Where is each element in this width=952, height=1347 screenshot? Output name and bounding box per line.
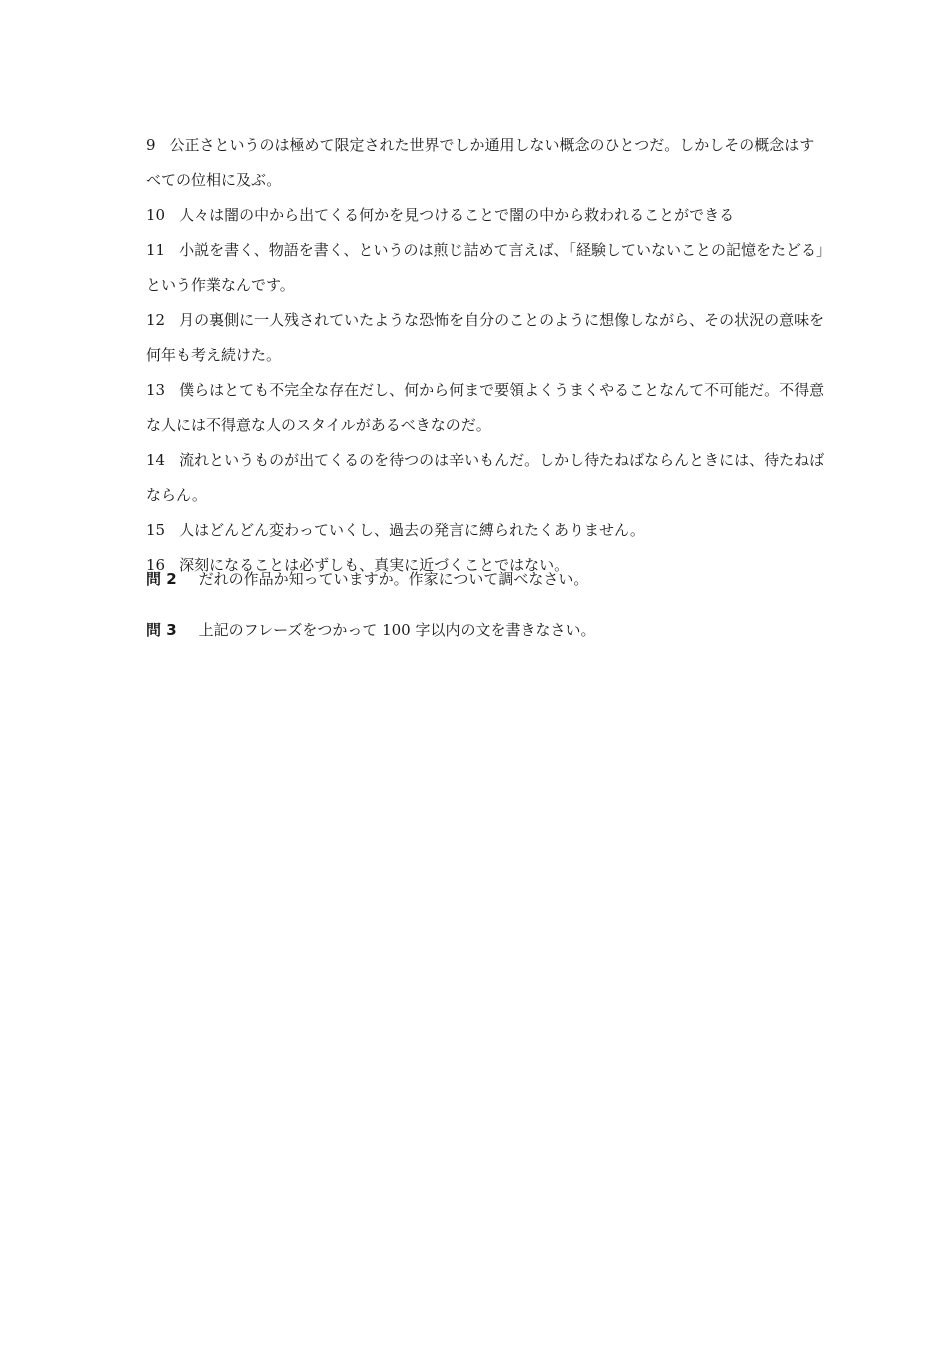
question-text: だれの作品か知っていますか。作家について調べなさい。 [198, 570, 589, 588]
question-3 [146, 619, 846, 641]
phrase-list [146, 128, 826, 576]
phrase-item-12 [146, 303, 826, 373]
question-2 [146, 568, 846, 590]
phrase-number: 14 [146, 451, 166, 469]
question-label: 問 2 [146, 570, 177, 588]
phrase-number: 11 [146, 241, 166, 259]
question-text: 上記のフレーズをつかって 100 字以内の文を書きなさい。 [198, 621, 596, 639]
phrase-item-9 [146, 128, 826, 198]
phrase-item-15 [146, 513, 826, 548]
phrase-text: 人はどんどん変わっていくし、過去の発言に縛られたくありません。 [179, 521, 645, 539]
phrase-text: 月の裏側に一人残されていたような恐怖を自分のことのように想像しながら、その状況の意味を何年も考え続けた。 [146, 311, 825, 364]
question-label: 問 3 [146, 621, 177, 639]
phrase-text: 僕らはとても不完全な存在だし、何から何まで要領よくうまくやることなんて不可能だ。不得意な人には不得意な人のスタイルがあるべきなのだ。 [146, 381, 825, 434]
phrase-number: 9 [146, 136, 156, 154]
phrase-number: 16 [146, 556, 166, 574]
phrase-text: 深刻になることは必ずしも、真実に近づくことではない。 [179, 556, 570, 574]
phrase-item-10 [146, 198, 826, 233]
phrase-number: 13 [146, 381, 166, 399]
phrase-item-13 [146, 373, 826, 443]
phrase-item-14 [146, 443, 826, 513]
phrase-item-11 [146, 233, 826, 303]
phrase-text: 人々は闇の中から出てくる何かを見つけることで闇の中から救われることができる [179, 206, 735, 224]
phrase-text: 流れというものが出てくるのを待つのは辛いもんだ。しかし待たねばならんときには、待たねばならん。 [146, 451, 825, 504]
phrase-number: 10 [146, 206, 166, 224]
phrase-number: 15 [146, 521, 166, 539]
phrase-text: 小説を書く、物語を書く、というのは煎じ詰めて言えば、「経験していないことの記憶をたどる」という作業なんです。 [146, 241, 824, 294]
phrase-text: 公正さというのは極めて限定された世界でしか通用しない概念のひとつだ。しかしその概念はすべての位相に及ぶ。 [146, 136, 815, 189]
phrase-number: 12 [146, 311, 166, 329]
